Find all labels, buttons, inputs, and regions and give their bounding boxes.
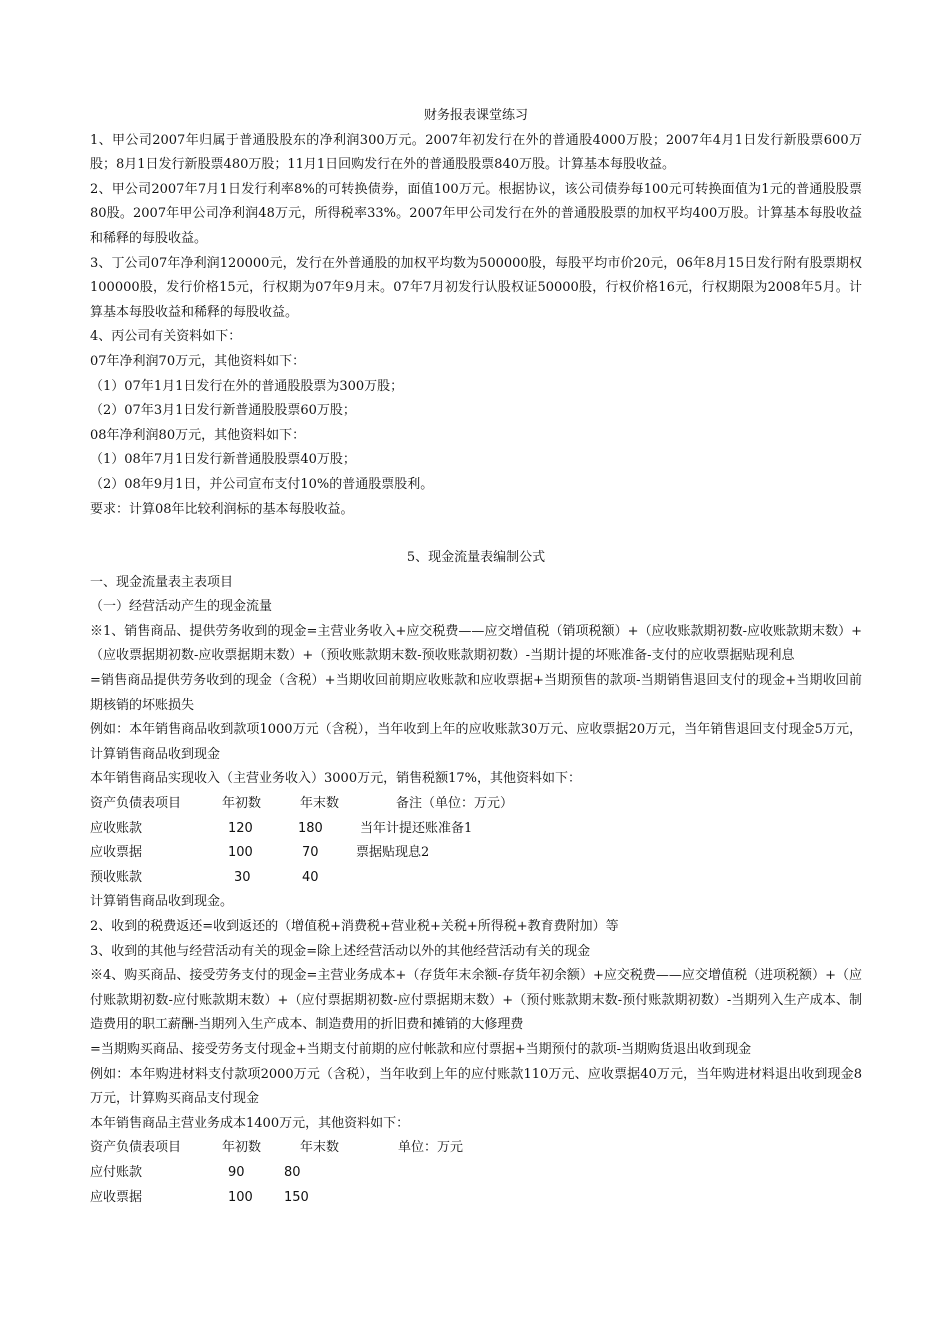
question-4-line: 07年净利润70万元，其他资料如下： bbox=[90, 353, 306, 369]
table-cell: 90 bbox=[228, 1164, 245, 1180]
table-header-cell: 单位：万元 bbox=[398, 1140, 464, 1156]
table-cell bbox=[352, 866, 862, 891]
table-row bbox=[90, 1186, 862, 1211]
formula-4-alt: =当期购买商品、接受劳务支付现金+当期支付前期的应付帐款和应付票据+当期预付的款项-当期购货退出收到现金 bbox=[90, 1041, 752, 1057]
table-header-cell: 资产负债表项目 bbox=[90, 1140, 182, 1156]
formula-2: 2、收到的税费返还=收到返还的（增值税+消费税+营业税+关税+所得税+教育费附加）等 bbox=[90, 919, 619, 934]
question-4-line: 4、丙公司有关资料如下： bbox=[90, 329, 242, 345]
table-row bbox=[90, 866, 862, 891]
table-row bbox=[90, 841, 862, 866]
table-cell: 100 bbox=[228, 1189, 253, 1205]
table-header-cell: 备注（单位：万元） bbox=[396, 796, 514, 812]
subsection-heading: （一）经营活动产生的现金流量 bbox=[90, 599, 273, 615]
table-cell: 180 bbox=[298, 820, 323, 836]
table-header-cell: 年末数 bbox=[300, 796, 340, 812]
table-cell: 当年计提还账准备1 bbox=[360, 820, 473, 836]
document-page bbox=[90, 104, 862, 1210]
table-cell: 80 bbox=[284, 1164, 301, 1180]
question-4-line: （2）08年9月1日，并公司宣布支付10%的普通股票股利。 bbox=[90, 476, 434, 492]
table-cell: 预收账款 bbox=[90, 869, 143, 885]
section-heading: 一、现金流量表主表项目 bbox=[90, 574, 234, 590]
question-4-line: 08年净利润80万元，其他资料如下： bbox=[90, 427, 306, 443]
table-cell: 150 bbox=[284, 1189, 309, 1205]
table-cell: 40 bbox=[302, 869, 319, 885]
question-1: 1、甲公司2007年归属于普通股股东的净利润300万元。2007年初发行在外的普通股4000万股；2007年4月1日发行新股票600万股；8月1日发行新股票480万股；11月1日回购发行在外的普通股股票840万股。计算基本每股收益。 bbox=[90, 132, 862, 173]
table-2-header bbox=[90, 1136, 862, 1161]
table-1-header bbox=[90, 792, 862, 817]
table-cell: 30 bbox=[234, 869, 251, 885]
question-4-line: 要求：计算08年比较利润标的基本每股收益。 bbox=[90, 501, 354, 517]
example-1: 例如：本年销售商品收到款项1000万元（含税），当年收到上年的应收账款30万元、应收票据20万元，当年销售退回支付现金5万元，计算销售商品收到现金 bbox=[90, 722, 862, 762]
example-1-question: 计算销售商品收到现金。 bbox=[90, 894, 234, 910]
example-1-info: 本年销售商品实现收入（主营业务收入）3000万元，销售税额17%，其他资料如下： bbox=[90, 771, 581, 787]
formula-3: 3、收到的其他与经营活动有关的现金=除上述经营活动以外的其他经营活动有关的现金 bbox=[90, 943, 591, 959]
table-cell: 120 bbox=[228, 820, 253, 836]
section-title: 5、现金流量表编制公式 bbox=[406, 550, 546, 566]
table-cell: 应收票据 bbox=[90, 1189, 143, 1205]
table-row bbox=[90, 1161, 862, 1186]
doc-title: 财务报表课堂练习 bbox=[423, 108, 528, 123]
table-cell: 应付账款 bbox=[90, 1164, 143, 1180]
table-cell: 100 bbox=[228, 845, 253, 861]
question-4-line: （1）08年7月1日发行新普通股股票40万股； bbox=[90, 452, 356, 468]
example-2: 例如：本年购进材料支付款项2000万元（含税），当年收到上年的应付账款110万元、应收票据40万元，当年购进材料退出收到现金8万元，计算购买商品支付现金 bbox=[90, 1066, 862, 1107]
spacer bbox=[90, 522, 862, 546]
question-2: 2、甲公司2007年7月1日发行利率8%的可转换债券，面值100万元。根据协议，该公司债券每100元可转换面值为1元的普通股股票80股。2007年甲公司净利润48万元，所得税率33%。2007年甲公司发行在外的普通股股票的加权平均400万股。计算基本每股收益和稀释的每股收益。 bbox=[90, 181, 862, 246]
table-cell: 应收票据 bbox=[90, 845, 143, 861]
table-header-cell: 年末数 bbox=[300, 1140, 340, 1156]
table-header-cell: 年初数 bbox=[222, 1140, 262, 1156]
table-cell: 应收账款 bbox=[90, 820, 143, 836]
table-cell: 70 bbox=[302, 845, 319, 861]
table-header-cell: 资产负债表项目 bbox=[90, 796, 182, 812]
question-3: 3、丁公司07年净利润120000元，发行在外普通股的加权平均数为500000股，每股平均市价20元，06年8月15日发行附有股票期权100000股，发行价格15元，行权期为07年9月末。07年7月初发行认股权证50000股，行权价格16元，行权期限为2008年5月。计算基本每股收益和稀释的每股收益。 bbox=[90, 255, 862, 320]
table-row bbox=[90, 817, 862, 842]
question-4-line: （1）07年1月1日发行在外的普通股股票为300万股； bbox=[90, 378, 404, 394]
table-cell: 票据贴现息2 bbox=[356, 845, 430, 861]
table-header-cell: 年初数 bbox=[222, 796, 262, 812]
formula-4: ※4、购买商品、接受劳务支付的现金=主营业务成本+（存货年末余额-存货年初余额）+应交税费——应交增值税（进项税额）+（应付账款期初数-应付账款期末数）+（应付票据期初数-应付票据期末数）+（预付账款期末数-预付账款期初数）-当期列入生产成本、制造费用的职工薪酬-当期列入生产成本、制造费用的折旧费和摊销的大修理费 bbox=[90, 968, 862, 1033]
formula-1-alt: =销售商品提供劳务收到的现金（含税）+当期收回前期应收账款和应收票据+当期预售的款项-当期销售退回支付的现金+当期收回前期核销的坏账损失 bbox=[90, 673, 862, 713]
example-2-info: 本年销售商品主营业务成本1400万元，其他资料如下： bbox=[90, 1115, 410, 1131]
formula-1: ※1、销售商品、提供劳务收到的现金=主营业务收入+应交税费——应交增值税（销项税额）+（应收账款期初数-应收账款期末数）+（应收票据期初数-应收票据期末数）+（预收账款期末数-预收账款期初数）-当期计提的坏账准备-支付的应收票据贴现利息 bbox=[90, 623, 862, 664]
question-4-line: （2）07年3月1日发行新普通股股票60万股； bbox=[90, 403, 356, 419]
